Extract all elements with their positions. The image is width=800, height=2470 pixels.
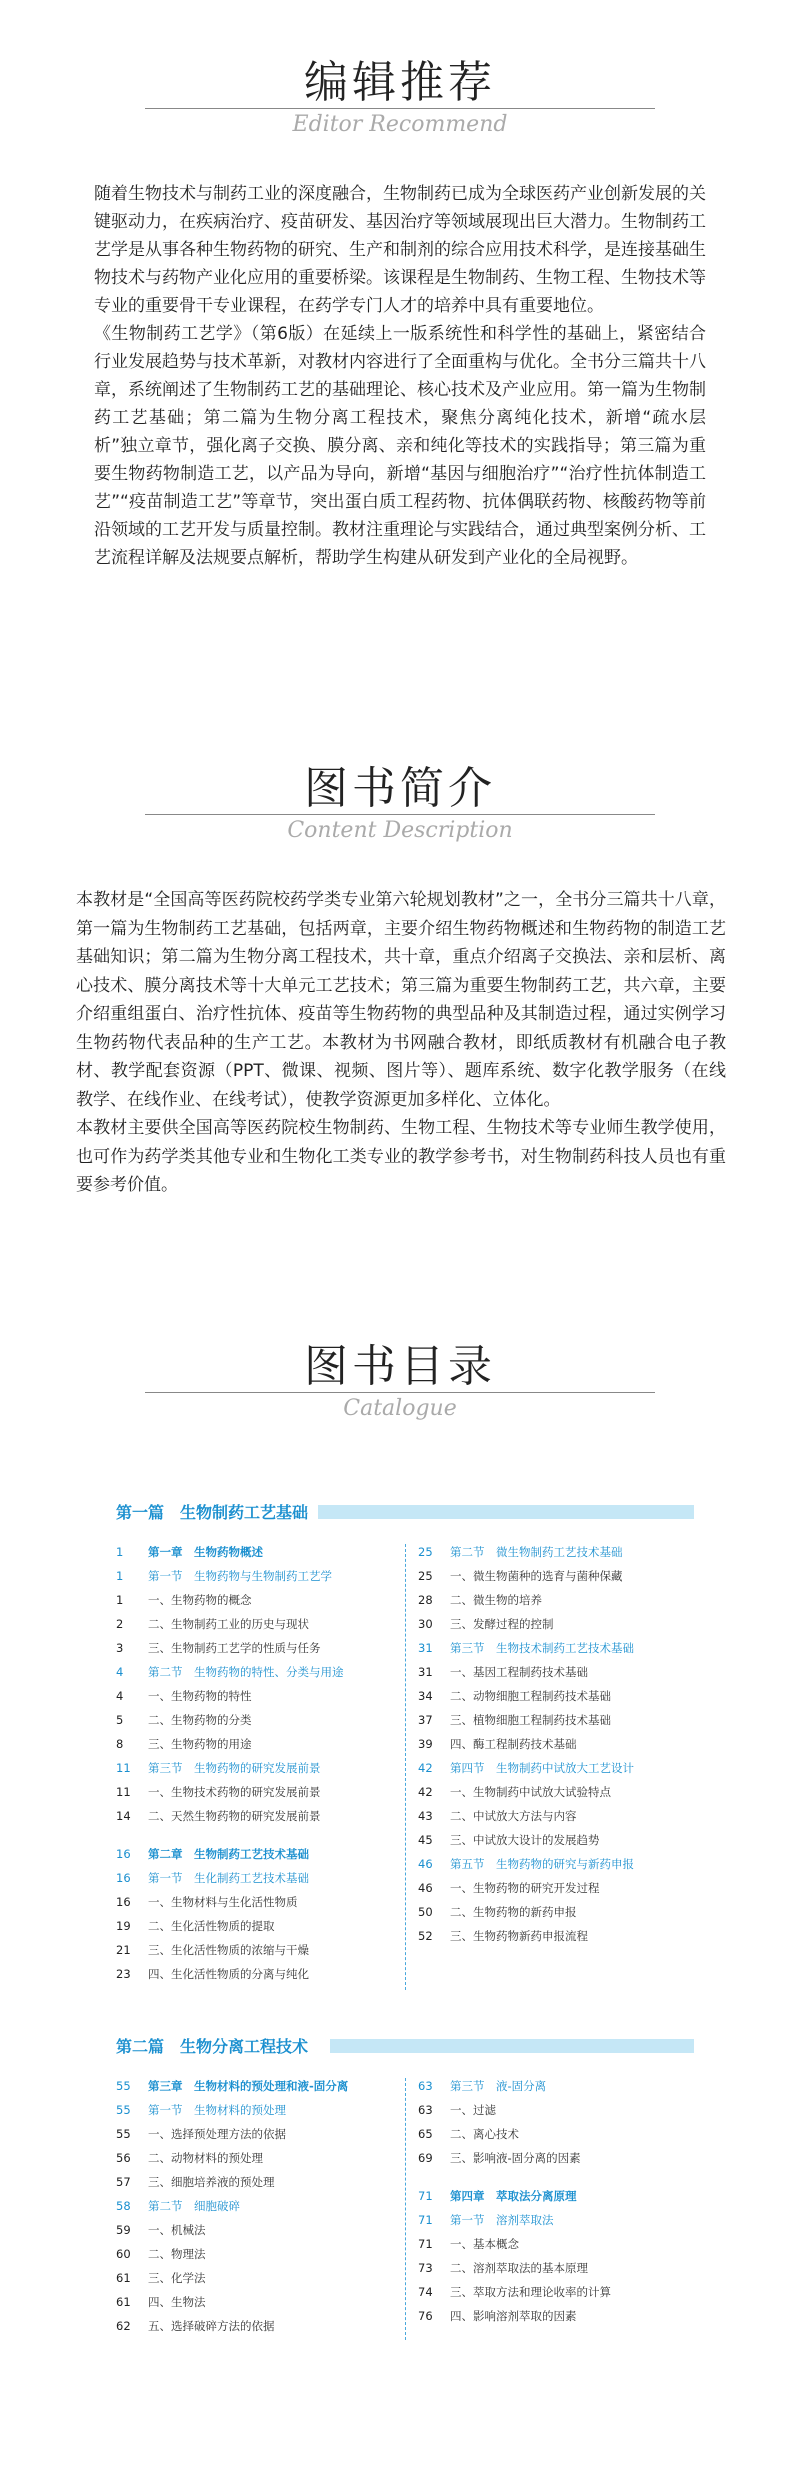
toc-page-number: 60 bbox=[116, 2247, 131, 2261]
toc-page-number: 21 bbox=[116, 1943, 131, 1957]
editor-paragraph: 随着生物技术与制药工业的深度融合，生物制药已成为全球医药产业创新发展的关键驱动力，在疾病治疗、疫苗研发、基因治疗等领域展现出巨大潜力。生物制药工艺学是从事各种生物药物的研究、生产和制剂的综合应用技术科学，是连接基础生物技术与药物产业化应用的重要桥梁。该课程是生物制药、生物工程、生物技术等专业的重要骨干专业课程，在药学专门人才的培养中具有重要地位。 bbox=[94, 184, 706, 316]
column-divider bbox=[405, 2078, 406, 2340]
toc-entry bbox=[116, 2266, 406, 2290]
toc-entry bbox=[418, 2074, 708, 2098]
toc-entry-title: 三、化学法 bbox=[148, 2271, 206, 2285]
toc-page-number: 69 bbox=[418, 2151, 433, 2165]
toc-page-number: 28 bbox=[418, 1593, 433, 1607]
toc-entry bbox=[116, 1914, 406, 1938]
toc-entry-title: 二、生物药物的分类 bbox=[148, 1713, 252, 1727]
toc-entry-title: 第二章 生物制药工艺技术基础 bbox=[148, 1847, 309, 1861]
toc-page-number: 11 bbox=[116, 1761, 131, 1775]
divider-line bbox=[145, 814, 655, 815]
toc-entry-title: 第三节 液-固分离 bbox=[450, 2079, 547, 2093]
toc-entry-title: 第一节 生物药物与生物制药工艺学 bbox=[148, 1569, 332, 1583]
toc-entry-title: 第三章 生物材料的预处理和液-固分离 bbox=[148, 2079, 349, 2093]
toc-entry bbox=[418, 1732, 708, 1756]
toc-page-number: 11 bbox=[116, 1785, 131, 1799]
toc-entry-title: 四、影响溶剂萃取的因素 bbox=[450, 2309, 577, 2323]
toc-page-number: 23 bbox=[116, 1967, 131, 1981]
toc-entry bbox=[116, 2122, 406, 2146]
toc-entry bbox=[116, 1708, 406, 1732]
toc-page-number: 50 bbox=[418, 1905, 433, 1919]
toc-entry-title: 第一章 生物药物概述 bbox=[148, 1545, 263, 1559]
toc-entry bbox=[418, 2280, 708, 2304]
catalogue-section-header bbox=[0, 1330, 800, 1394]
toc-entry-title: 一、生物技术药物的研究发展前景 bbox=[148, 1785, 321, 1799]
toc-entry-title: 一、生物制药中试放大试验特点 bbox=[450, 1785, 611, 1799]
toc-page-number: 42 bbox=[418, 1785, 433, 1799]
toc-page-number: 59 bbox=[116, 2223, 131, 2237]
toc-entry bbox=[418, 2304, 708, 2328]
toc-page-number: 39 bbox=[418, 1737, 433, 1751]
toc-page-number: 56 bbox=[116, 2151, 131, 2165]
toc-page-number: 76 bbox=[418, 2309, 433, 2323]
toc-entry bbox=[418, 2122, 708, 2146]
catalogue-section-subheader bbox=[0, 1396, 800, 1421]
toc-page-number: 1 bbox=[116, 1569, 124, 1583]
toc-entry-title: 三、影响液-固分离的因素 bbox=[450, 2151, 581, 2165]
toc-entry bbox=[116, 1780, 406, 1804]
divider-line bbox=[145, 1392, 655, 1393]
part2-title: 第二篇 生物分离工程技术 bbox=[116, 2037, 309, 2056]
toc-entry-title: 三、细胞培养液的预处理 bbox=[148, 2175, 275, 2189]
editor-section-subheader bbox=[0, 112, 800, 137]
toc-page-number: 61 bbox=[116, 2271, 131, 2285]
toc-entry bbox=[116, 1890, 406, 1914]
toc-page-number: 71 bbox=[418, 2237, 433, 2251]
toc-entry bbox=[116, 1842, 406, 1866]
toc-page-number: 74 bbox=[418, 2285, 433, 2299]
toc-entry bbox=[418, 1900, 708, 1924]
catalogue-section-english: Catalogue bbox=[343, 1396, 457, 1421]
toc-entry bbox=[116, 2074, 406, 2098]
toc-entry bbox=[418, 1660, 708, 1684]
toc-entry-title: 二、生物制药工业的历史与现状 bbox=[148, 1617, 309, 1631]
toc-entry bbox=[418, 2098, 708, 2122]
toc-entry-title: 一、生物药物的概念 bbox=[148, 1593, 252, 1607]
toc-entry-title: 第二节 微生物制药工艺技术基础 bbox=[450, 1545, 623, 1559]
toc-entry-title: 二、溶剂萃取法的基本原理 bbox=[450, 2261, 588, 2275]
toc-page-number: 4 bbox=[116, 1665, 124, 1679]
content-paragraph: 本教材是“全国高等医药院校药学类专业第六轮规划教材”之一，全书分三篇共十八章，第一篇为生物制药工艺基础，包括两章，主要介绍生物药物概述和生物药物的制造工艺基础知识；第二篇为生物分离工程技术，共十章，重点介绍离子交换法、亲和层析、离心技术、膜分离技术等十大单元工艺技术；第三篇为重要生物制药工艺，共六章，主要介绍重组蛋白、治疗性抗体、疫苗等生物药物的典型品种及其制造过程，通过实例学习生物药物代表品种的生产工艺。本教材为书网融合教材，即纸质教材有机融合电子教材、教学配套资源（PPT、微课、视频、图片等）、题库系统、数字化教学服务（在线教学、在线作业、在线考试），使教学资源更加多样化、立体化。 bbox=[76, 890, 726, 1110]
toc-entry-title: 第三节 生物技术制药工艺技术基础 bbox=[450, 1641, 634, 1655]
content-paragraph: 本教材主要供全国高等医药院校生物制药、生物工程、生物技术等专业师生教学使用，也可作为药学类其他专业和生物化工类专业的教学参考书，对生物制药科技人员也有重要参考价值。 bbox=[76, 1118, 726, 1195]
editor-paragraph: 《生物制药工艺学》（第6版）在延续上一版系统性和科学性的基础上，紧密结合行业发展趋势与技术革新，对教材内容进行了全面重构与优化。全书分三篇共十八章，系统阐述了生物制药工艺的基础理论、核心技术及产业应用。第一篇为生物制药工艺基础；第二篇为生物分离工程技术，聚焦分离纯化技术，新增“疏水层析”独立章节，强化离子交换、膜分离、亲和纯化等技术的实践指导；第三篇为重要生物药物制造工艺，以产品为导向，新增“基因与细胞治疗”“治疗性抗体制造工艺”“疫苗制造工艺”等章节，突出蛋白质工程药物、抗体偶联药物、核酸药物等前沿领域的工艺开发与质量控制。教材注重理论与实践结合，通过典型案例分析、工艺流程详解及法规要点解析，帮助学生构建从研发到产业化的全局视野。 bbox=[94, 324, 706, 568]
toc-entry-title: 第五节 生物药物的研究与新药申报 bbox=[450, 1857, 634, 1871]
toc-entry-title: 四、生物法 bbox=[148, 2295, 206, 2309]
toc-entry bbox=[116, 1660, 406, 1684]
toc-entry-title: 二、离心技术 bbox=[450, 2127, 519, 2141]
catalogue-section-title: 图书目录 bbox=[304, 1341, 496, 1392]
toc-entry-title: 第一节 溶剂萃取法 bbox=[450, 2213, 554, 2227]
toc-entry bbox=[116, 1684, 406, 1708]
toc-page-number: 1 bbox=[116, 1545, 124, 1559]
column-divider bbox=[405, 1544, 406, 1990]
toc-entry-title: 二、天然生物药物的研究发展前景 bbox=[148, 1809, 321, 1823]
toc-entry bbox=[418, 1636, 708, 1660]
toc-page-number: 31 bbox=[418, 1665, 433, 1679]
toc-page-number: 30 bbox=[418, 1617, 433, 1631]
toc-entry bbox=[418, 1924, 708, 1948]
toc-page-number: 46 bbox=[418, 1881, 433, 1895]
toc-entry bbox=[116, 1588, 406, 1612]
toc-page-number: 71 bbox=[418, 2189, 433, 2203]
toc-entry bbox=[418, 1852, 708, 1876]
toc-entry bbox=[418, 2256, 708, 2280]
toc-page-number: 16 bbox=[116, 1871, 131, 1885]
toc-page-number: 14 bbox=[116, 1809, 131, 1823]
toc-entry-title: 第四章 萃取法分离原理 bbox=[450, 2189, 577, 2203]
toc-entry-title: 三、生化活性物质的浓缩与干燥 bbox=[148, 1943, 309, 1957]
toc-entry bbox=[116, 2218, 406, 2242]
part1-bar bbox=[318, 1505, 694, 1519]
toc-entry bbox=[116, 2170, 406, 2194]
toc-entry-title: 一、基本概念 bbox=[450, 2237, 519, 2251]
toc-entry bbox=[418, 1612, 708, 1636]
editor-section-header bbox=[0, 46, 800, 110]
editor-section-english: Editor Recommend bbox=[292, 112, 508, 137]
toc-entry-title: 第一节 生化制药工艺技术基础 bbox=[148, 1871, 309, 1885]
toc-entry bbox=[116, 1962, 406, 1986]
toc-entry-title: 一、生物材料与生化活性物质 bbox=[148, 1895, 298, 1909]
toc-entry bbox=[116, 2314, 406, 2338]
part2-right-column bbox=[418, 2074, 708, 2328]
toc-entry bbox=[116, 2098, 406, 2122]
toc-page-number: 58 bbox=[116, 2199, 131, 2213]
toc-entry-title: 第一节 生物材料的预处理 bbox=[148, 2103, 286, 2117]
toc-entry bbox=[116, 1756, 406, 1780]
content-section-title: 图书简介 bbox=[304, 763, 496, 814]
toc-entry bbox=[418, 1588, 708, 1612]
toc-entry-title: 第四节 生物制药中试放大工艺设计 bbox=[450, 1761, 634, 1775]
content-section-header bbox=[0, 752, 800, 816]
toc-page-number: 73 bbox=[418, 2261, 433, 2275]
editor-section-title: 编辑推荐 bbox=[304, 57, 496, 108]
toc-page-number: 19 bbox=[116, 1919, 131, 1933]
toc-page-number: 42 bbox=[418, 1761, 433, 1775]
toc-page-number: 8 bbox=[116, 1737, 124, 1751]
toc-entry-title: 四、生化活性物质的分离与纯化 bbox=[148, 1967, 309, 1981]
toc-entry-title: 三、生物制药工艺学的性质与任务 bbox=[148, 1641, 321, 1655]
toc-entry-title: 第三节 生物药物的研究发展前景 bbox=[148, 1761, 321, 1775]
toc-page-number: 61 bbox=[116, 2295, 131, 2309]
toc-page-number: 63 bbox=[418, 2079, 433, 2093]
toc-entry-title: 二、动物材料的预处理 bbox=[148, 2151, 263, 2165]
toc-page-number: 31 bbox=[418, 1641, 433, 1655]
toc-page-number: 63 bbox=[418, 2103, 433, 2117]
toc-spacer bbox=[116, 1828, 406, 1842]
toc-entry bbox=[418, 1684, 708, 1708]
toc-entry bbox=[418, 1876, 708, 1900]
toc-page-number: 45 bbox=[418, 1833, 433, 1847]
toc-entry-title: 一、过滤 bbox=[450, 2103, 496, 2117]
toc-entry-title: 五、选择破碎方法的依据 bbox=[148, 2319, 275, 2333]
toc-spacer bbox=[418, 2170, 708, 2184]
toc-entry bbox=[116, 1564, 406, 1588]
toc-page-number: 71 bbox=[418, 2213, 433, 2227]
toc-entry bbox=[116, 2242, 406, 2266]
content-text bbox=[76, 886, 726, 1200]
toc-entry bbox=[418, 2232, 708, 2256]
toc-entry-title: 三、生物药物新药申报流程 bbox=[450, 1929, 588, 1943]
toc-entry-title: 二、中试放大方法与内容 bbox=[450, 1809, 577, 1823]
toc-entry-title: 第二节 生物药物的特性、分类与用途 bbox=[148, 1665, 344, 1679]
toc-page-number: 34 bbox=[418, 1689, 433, 1703]
toc-entry bbox=[116, 1612, 406, 1636]
content-section-english: Content Description bbox=[287, 818, 513, 843]
toc-entry-title: 第二节 细胞破碎 bbox=[148, 2199, 240, 2213]
toc-entry bbox=[418, 1564, 708, 1588]
toc-entry-title: 三、中试放大设计的发展趋势 bbox=[450, 1833, 600, 1847]
toc-page-number: 55 bbox=[116, 2079, 131, 2093]
toc-page-number: 3 bbox=[116, 1641, 124, 1655]
toc-page-number: 52 bbox=[418, 1929, 433, 1943]
editor-text bbox=[94, 180, 706, 572]
toc-page-number: 5 bbox=[116, 1713, 124, 1727]
toc-page-number: 57 bbox=[116, 2175, 131, 2189]
toc-entry bbox=[418, 1828, 708, 1852]
part1-title: 第一篇 生物制药工艺基础 bbox=[116, 1503, 309, 1522]
toc-entry-title: 二、物理法 bbox=[148, 2247, 206, 2261]
toc-page-number: 25 bbox=[418, 1545, 433, 1559]
part1-left-column bbox=[116, 1540, 406, 1986]
toc-entry bbox=[418, 2184, 708, 2208]
toc-page-number: 43 bbox=[418, 1809, 433, 1823]
toc-entry bbox=[418, 1756, 708, 1780]
toc-page-number: 55 bbox=[116, 2127, 131, 2141]
toc-entry bbox=[116, 1938, 406, 1962]
toc-page-number: 16 bbox=[116, 1847, 131, 1861]
toc-page-number: 65 bbox=[418, 2127, 433, 2141]
toc-page-number: 4 bbox=[116, 1689, 124, 1703]
toc-entry-title: 一、机械法 bbox=[148, 2223, 206, 2237]
toc-entry-title: 一、生物药物的特性 bbox=[148, 1689, 252, 1703]
toc-page-number: 1 bbox=[116, 1593, 124, 1607]
toc-entry bbox=[116, 1732, 406, 1756]
toc-page-number: 16 bbox=[116, 1895, 131, 1909]
toc-page-number: 55 bbox=[116, 2103, 131, 2117]
toc-entry-title: 四、酶工程制药技术基础 bbox=[450, 1737, 577, 1751]
toc-entry bbox=[418, 1708, 708, 1732]
toc-entry bbox=[418, 2208, 708, 2232]
toc-entry-title: 二、动物细胞工程制药技术基础 bbox=[450, 1689, 611, 1703]
toc-page-number: 46 bbox=[418, 1857, 433, 1871]
toc-entry-title: 三、植物细胞工程制药技术基础 bbox=[450, 1713, 611, 1727]
toc-page-number: 2 bbox=[116, 1617, 124, 1631]
toc-entry bbox=[418, 1804, 708, 1828]
part2-bar bbox=[330, 2039, 694, 2053]
toc-page-number: 25 bbox=[418, 1569, 433, 1583]
toc-entry bbox=[116, 2146, 406, 2170]
toc-entry bbox=[116, 1866, 406, 1890]
toc-entry-title: 一、选择预处理方法的依据 bbox=[148, 2127, 286, 2141]
toc-entry-title: 二、生化活性物质的提取 bbox=[148, 1919, 275, 1933]
toc-page-number: 37 bbox=[418, 1713, 433, 1727]
toc-entry-title: 一、基因工程制药技术基础 bbox=[450, 1665, 588, 1679]
toc-entry bbox=[418, 1780, 708, 1804]
toc-entry bbox=[116, 1540, 406, 1564]
toc-entry-title: 一、微生物菌种的选育与菌种保藏 bbox=[450, 1569, 623, 1583]
content-section-subheader bbox=[0, 818, 800, 843]
toc-entry bbox=[116, 2194, 406, 2218]
toc-entry-title: 三、萃取方法和理论收率的计算 bbox=[450, 2285, 611, 2299]
toc-entry-title: 二、生物药物的新药申报 bbox=[450, 1905, 577, 1919]
toc-entry-title: 三、生物药物的用途 bbox=[148, 1737, 252, 1751]
toc-entry bbox=[116, 2290, 406, 2314]
toc-entry bbox=[418, 1540, 708, 1564]
divider-line bbox=[145, 108, 655, 109]
toc-entry bbox=[418, 2146, 708, 2170]
toc-entry-title: 三、发酵过程的控制 bbox=[450, 1617, 554, 1631]
toc-entry-title: 一、生物药物的研究开发过程 bbox=[450, 1881, 600, 1895]
toc-entry bbox=[116, 1636, 406, 1660]
part2-left-column bbox=[116, 2074, 406, 2338]
part1-right-column bbox=[418, 1540, 708, 1948]
toc-page-number: 62 bbox=[116, 2319, 131, 2333]
toc-entry bbox=[116, 1804, 406, 1828]
toc-entry-title: 二、微生物的培养 bbox=[450, 1593, 542, 1607]
